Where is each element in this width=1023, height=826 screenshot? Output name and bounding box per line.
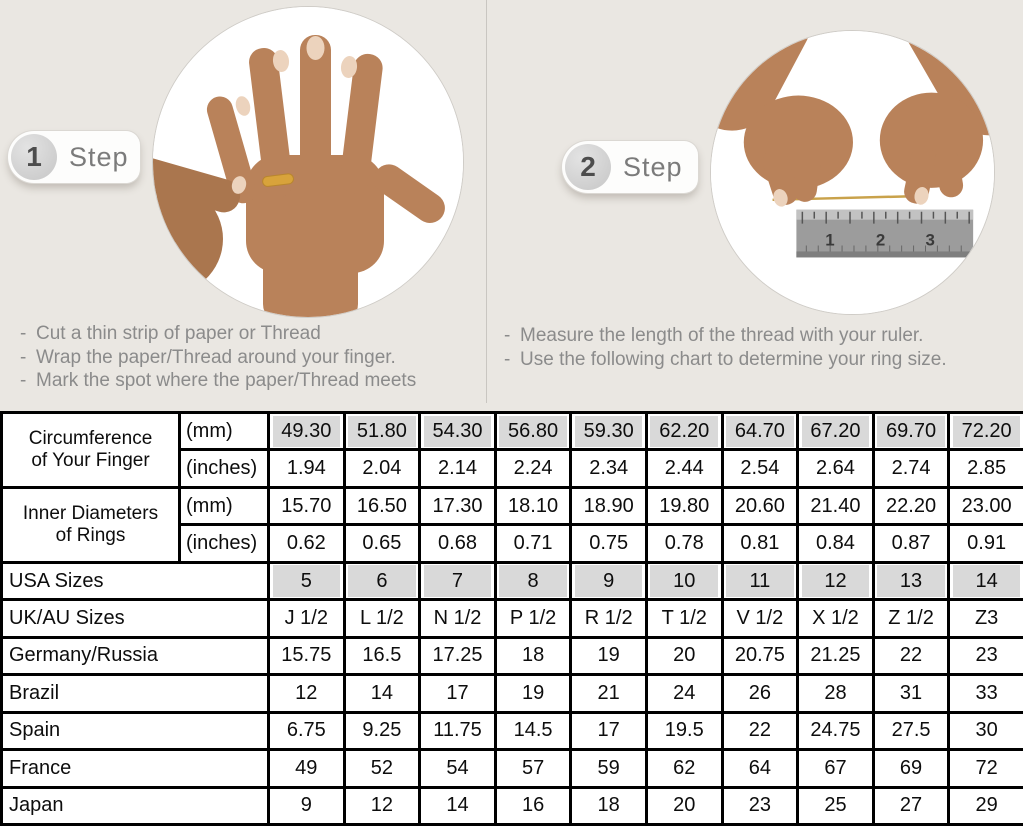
size-value-cell: 2.74 (873, 450, 949, 487)
ring-size-table-body (2, 413, 1023, 825)
step-2-badge (562, 141, 698, 193)
hand-with-ring-illustration (153, 7, 463, 317)
size-value-cell: R 1/2 (571, 600, 647, 637)
size-value-cell: 0.68 (420, 525, 496, 562)
table-row (2, 675, 1023, 712)
region-label: France (2, 750, 269, 787)
size-value-cell: 28 (798, 675, 874, 712)
size-value-cell: 2.44 (646, 450, 722, 487)
size-value-cell: 33 (949, 675, 1023, 712)
size-value-cell: 20.60 (722, 487, 798, 524)
instruction-line (20, 322, 416, 346)
size-value-cell: 51.80 (344, 413, 420, 450)
size-value-cell: 22.20 (873, 487, 949, 524)
size-value-cell: 20 (646, 787, 722, 824)
step-1-label: Step (69, 141, 129, 172)
ruler-number: 2 (875, 230, 886, 250)
instruction-text: Measure the length of the thread with your ruler. (520, 325, 924, 346)
step-1-photo (152, 6, 464, 318)
size-value-cell: 9 (269, 787, 345, 824)
size-value-cell: T 1/2 (646, 600, 722, 637)
size-value-cell: 52 (344, 750, 420, 787)
size-value-cell: J 1/2 (269, 600, 345, 637)
size-value-cell: 72.20 (949, 413, 1023, 450)
size-value-cell: 23.00 (949, 487, 1023, 524)
size-value-cell: 24 (646, 675, 722, 712)
size-value-cell: 9.25 (344, 712, 420, 749)
size-value-cell: L 1/2 (344, 600, 420, 637)
size-value-cell: 18 (495, 637, 571, 674)
instruction-line (504, 348, 947, 372)
size-value-cell: 26 (722, 675, 798, 712)
size-value-cell: 21 (571, 675, 647, 712)
size-value-cell: 2.34 (571, 450, 647, 487)
ruler-number: 3 (925, 230, 935, 250)
unit-label: (mm) (180, 413, 269, 450)
region-label: UK/AU Sizes (2, 600, 269, 637)
step-1-instructions (20, 322, 416, 393)
size-value-cell: 14 (344, 675, 420, 712)
step-2-number-circle (565, 144, 611, 190)
size-value-cell: 30 (949, 712, 1023, 749)
size-value-cell: 14.5 (495, 712, 571, 749)
size-value-cell: 0.87 (873, 525, 949, 562)
instruction-text: Mark the spot where the paper/Thread meets (36, 370, 417, 391)
dash: - (20, 323, 27, 344)
table-row (2, 750, 1023, 787)
size-value-cell: 14 (420, 787, 496, 824)
size-value-cell: Z3 (949, 600, 1023, 637)
size-value-cell: 0.84 (798, 525, 874, 562)
size-value-cell: 2.24 (495, 450, 571, 487)
size-value-cell: 10 (646, 562, 722, 599)
size-value-cell: 62 (646, 750, 722, 787)
unit-label: (inches) (180, 525, 269, 562)
ring-size-table (0, 411, 1023, 826)
size-value-cell: 18.10 (495, 487, 571, 524)
size-value-cell: 27.5 (873, 712, 949, 749)
region-label: Spain (2, 712, 269, 749)
table-row (2, 413, 1023, 450)
size-value-cell: 8 (495, 562, 571, 599)
size-value-cell: 9 (571, 562, 647, 599)
size-value-cell: P 1/2 (495, 600, 571, 637)
size-value-cell: 16 (495, 787, 571, 824)
region-label: USA Sizes (2, 562, 269, 599)
instruction-line (504, 324, 947, 348)
size-value-cell: 16.50 (344, 487, 420, 524)
size-value-cell: 25 (798, 787, 874, 824)
size-value-cell: 12 (344, 787, 420, 824)
size-value-cell: 57 (495, 750, 571, 787)
size-value-cell: 15.70 (269, 487, 345, 524)
size-value-cell: 2.54 (722, 450, 798, 487)
instruction-text: Use the following chart to determine your ring size. (520, 348, 947, 370)
size-value-cell: 0.81 (722, 525, 798, 562)
size-value-cell: 19.5 (646, 712, 722, 749)
size-value-cell: 2.04 (344, 450, 420, 487)
size-value-cell: 0.91 (949, 525, 1023, 562)
size-value-cell: V 1/2 (722, 600, 798, 637)
size-value-cell: 21.25 (798, 637, 874, 674)
size-value-cell: 23 (949, 637, 1023, 674)
size-value-cell: 54.30 (420, 413, 496, 450)
size-value-cell: 56.80 (495, 413, 571, 450)
size-value-cell: 62.20 (646, 413, 722, 450)
size-value-cell: 2.64 (798, 450, 874, 487)
ruler-graphic (796, 210, 973, 258)
region-label: Japan (2, 787, 269, 824)
instruction-line (20, 369, 416, 393)
step-2-label: Step (623, 151, 683, 182)
size-value-cell: 7 (420, 562, 496, 599)
size-value-cell: 0.75 (571, 525, 647, 562)
size-value-cell: 12 (269, 675, 345, 712)
size-value-cell: 16.5 (344, 637, 420, 674)
dash: - (504, 348, 511, 370)
size-value-cell: 67.20 (798, 413, 874, 450)
size-value-cell: 31 (873, 675, 949, 712)
size-value-cell: 17 (420, 675, 496, 712)
size-value-cell: 13 (873, 562, 949, 599)
size-value-cell: 0.62 (269, 525, 345, 562)
size-value-cell: 27 (873, 787, 949, 824)
size-value-cell: 64.70 (722, 413, 798, 450)
size-value-cell: 59 (571, 750, 647, 787)
size-value-cell: 2.14 (420, 450, 496, 487)
size-value-cell: 11.75 (420, 712, 496, 749)
unit-label: (inches) (180, 450, 269, 487)
size-value-cell: 67 (798, 750, 874, 787)
region-label: Germany/Russia (2, 637, 269, 674)
size-value-cell: 15.75 (269, 637, 345, 674)
ruler-number: 1 (825, 230, 835, 250)
size-value-cell: 29 (949, 787, 1023, 824)
step-2-number: 2 (580, 151, 596, 182)
step-2-photo (710, 30, 995, 315)
size-value-cell: 21.40 (798, 487, 874, 524)
row-group-label: Circumference of Your Finger (2, 413, 180, 488)
size-value-cell: Z 1/2 (873, 600, 949, 637)
size-value-cell: 12 (798, 562, 874, 599)
table-row (2, 712, 1023, 749)
size-value-cell: 19 (571, 637, 647, 674)
panel-divider (486, 0, 487, 403)
table-row (2, 637, 1023, 674)
size-value-cell: N 1/2 (420, 600, 496, 637)
size-value-cell: 23 (722, 787, 798, 824)
size-value-cell: 18 (571, 787, 647, 824)
size-value-cell: 24.75 (798, 712, 874, 749)
size-value-cell: 14 (949, 562, 1023, 599)
size-value-cell: 20.75 (722, 637, 798, 674)
table-row (2, 487, 1023, 524)
size-value-cell: X 1/2 (798, 600, 874, 637)
dash: - (20, 346, 27, 368)
step-1-number: 1 (26, 141, 42, 172)
size-value-cell: 69 (873, 750, 949, 787)
size-value-cell: 6.75 (269, 712, 345, 749)
size-value-cell: 69.70 (873, 413, 949, 450)
instruction-line (20, 346, 416, 370)
table-row (2, 600, 1023, 637)
size-value-cell: 54 (420, 750, 496, 787)
size-value-cell: 18.90 (571, 487, 647, 524)
size-value-cell: 5 (269, 562, 345, 599)
size-value-cell: 11 (722, 562, 798, 599)
table-row (2, 787, 1023, 824)
instruction-text: Cut a thin strip of paper or Thread (36, 323, 321, 344)
row-group-label: Inner Diameters of Rings (2, 487, 180, 562)
size-value-cell: 19 (495, 675, 571, 712)
size-value-cell: 17.25 (420, 637, 496, 674)
size-value-cell: 49 (269, 750, 345, 787)
size-value-cell: 6 (344, 562, 420, 599)
step-1-number-circle (11, 134, 57, 180)
instruction-text: Wrap the paper/Thread around your finger. (36, 346, 396, 368)
size-value-cell: 72 (949, 750, 1023, 787)
size-value-cell: 22 (873, 637, 949, 674)
size-value-cell: 49.30 (269, 413, 345, 450)
size-value-cell: 17 (571, 712, 647, 749)
region-label: Brazil (2, 675, 269, 712)
size-value-cell: 2.85 (949, 450, 1023, 487)
size-value-cell: 0.78 (646, 525, 722, 562)
size-value-cell: 19.80 (646, 487, 722, 524)
size-value-cell: 59.30 (571, 413, 647, 450)
size-value-cell: 0.65 (344, 525, 420, 562)
size-value-cell: 1.94 (269, 450, 345, 487)
size-value-cell: 0.71 (495, 525, 571, 562)
step-1-badge (8, 131, 140, 183)
size-value-cell: 22 (722, 712, 798, 749)
hands-measuring-thread-illustration (711, 31, 994, 314)
size-value-cell: 64 (722, 750, 798, 787)
table-row (2, 562, 1023, 599)
unit-label: (mm) (180, 487, 269, 524)
top-section (0, 0, 1023, 411)
size-value-cell: 17.30 (420, 487, 496, 524)
dash: - (504, 325, 511, 346)
size-value-cell: 20 (646, 637, 722, 674)
step-2-instructions (504, 324, 947, 371)
dash: - (20, 370, 27, 391)
